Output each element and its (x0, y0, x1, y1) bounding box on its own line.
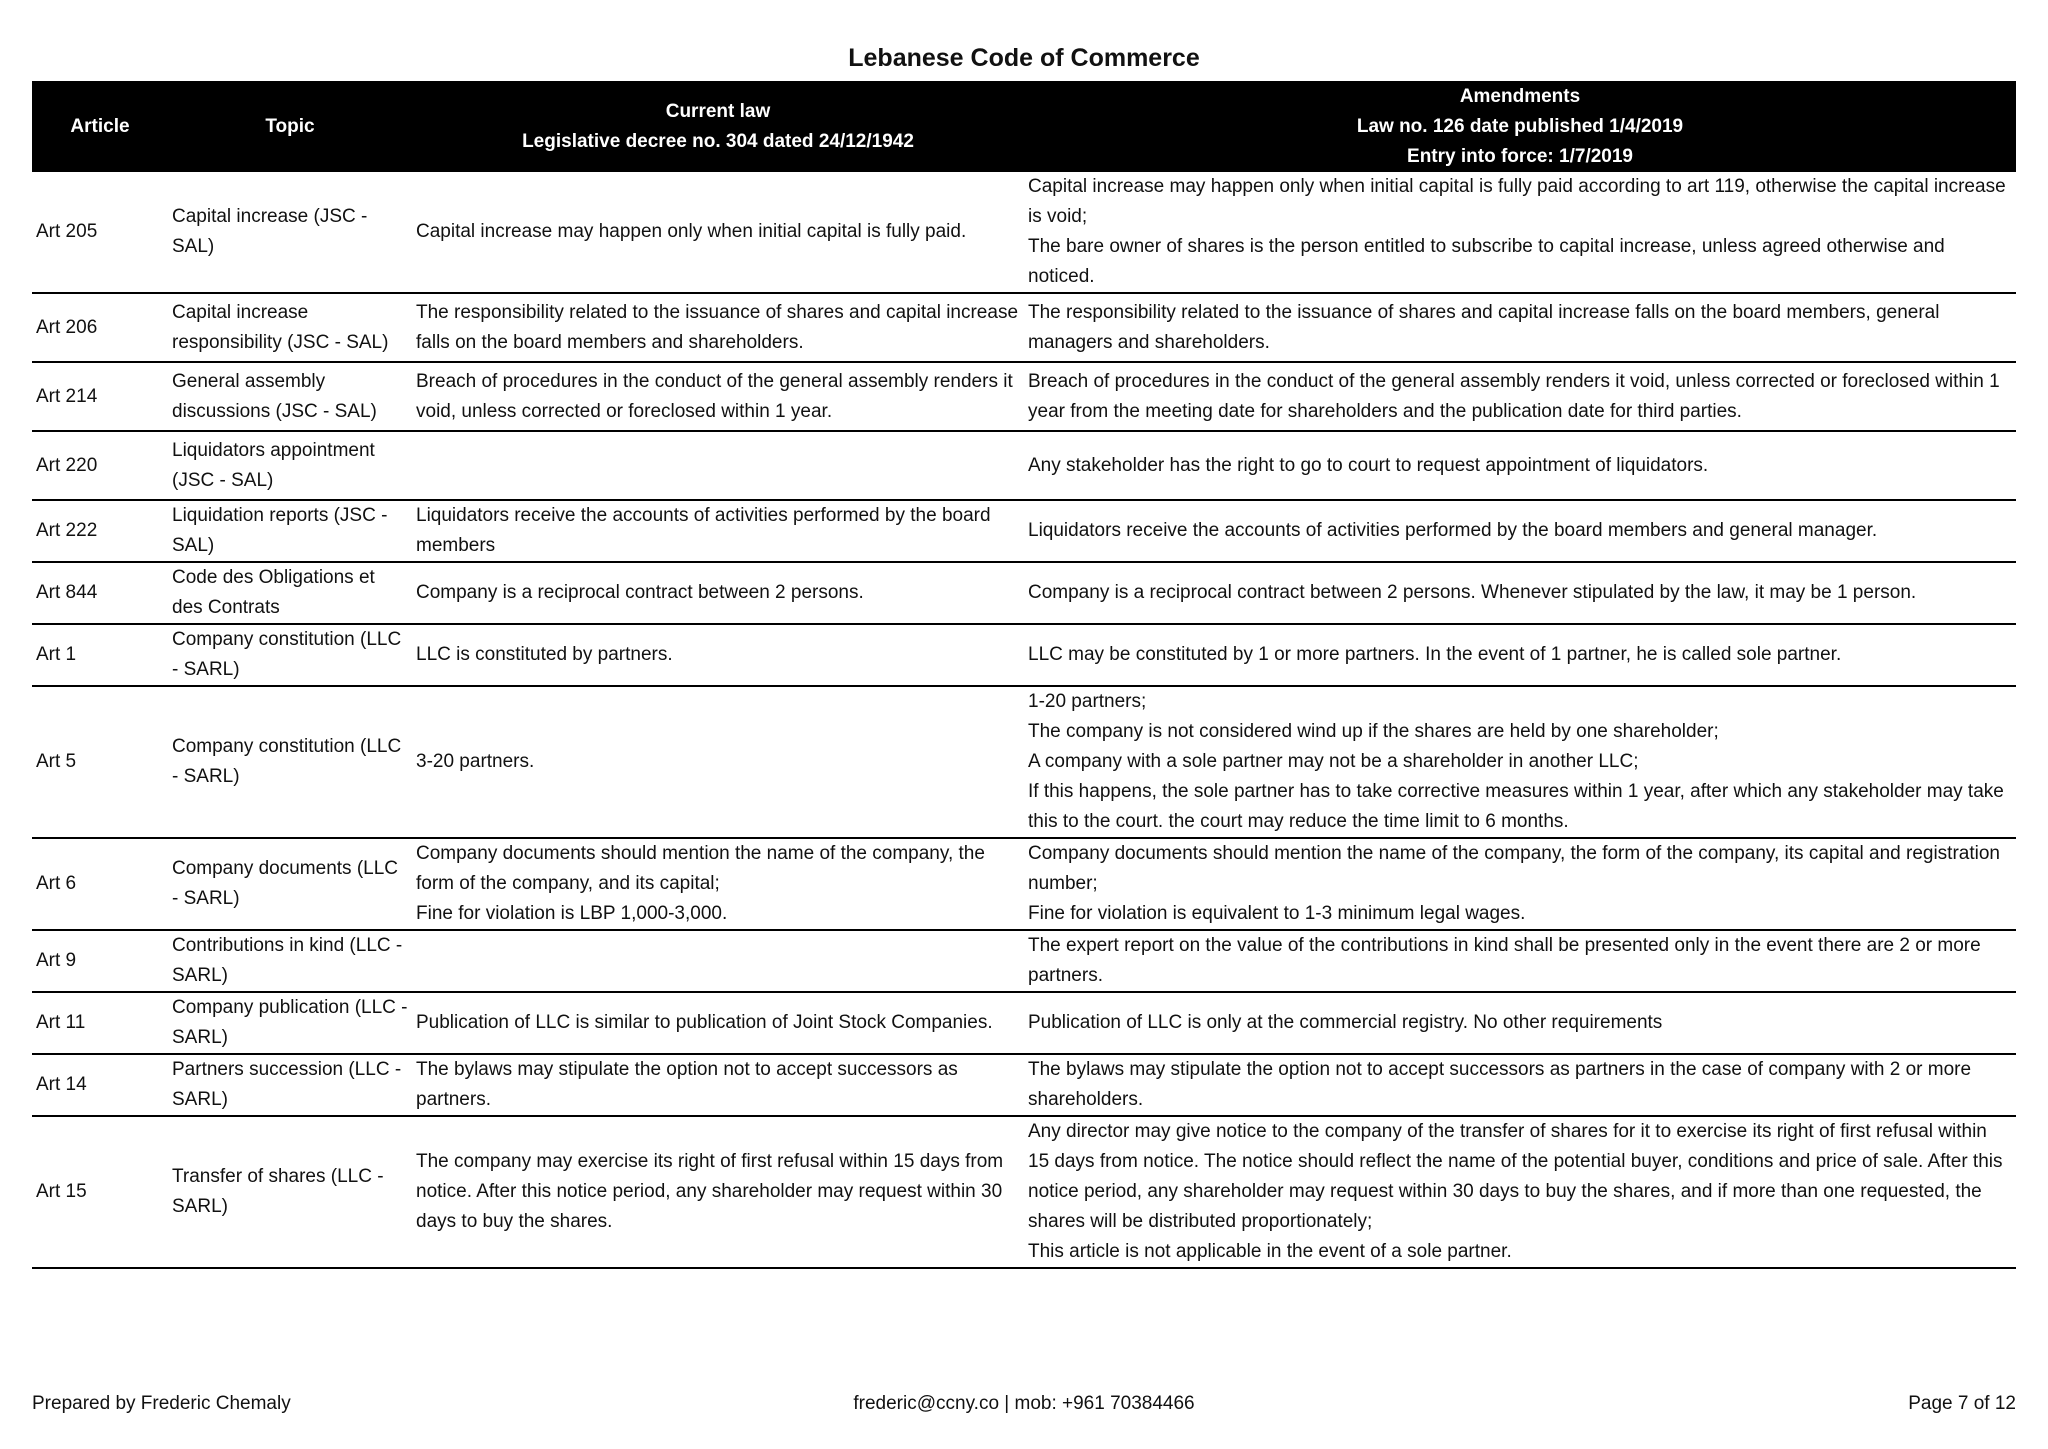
cell-amendment (1024, 838, 2016, 930)
cell-article: Art 14 (32, 1054, 168, 1116)
cell-current-law (412, 1054, 1024, 1116)
cell-article: Art 222 (32, 500, 168, 562)
amendment-line: Capital increase may happen only when initial capital is fully paid according to art 119, otherwise the capital increase is void; (1028, 176, 2006, 227)
table-row (32, 624, 2016, 686)
current-law-line: LLC is constituted by partners. (416, 644, 673, 665)
header-topic: Topic (168, 81, 412, 172)
cell-current-law (412, 930, 1024, 992)
amendment-line: Any director may give notice to the company of the transfer of shares for it to exercise its right of first refusal within 15 days from notice. The notice should reflect the name of the potential buyer, conditions and price of sale. After this notice period, any shareholder may request within 30 days to buy the shares, and if more than one requested, the shares will be distributed proportionately; (1028, 1121, 2003, 1232)
current-law-line: Publication of LLC is similar to publication of Joint Stock Companies. (416, 1012, 993, 1033)
cell-article: Art 11 (32, 992, 168, 1054)
header-current-law (412, 81, 1024, 172)
cell-amendment (1024, 172, 2016, 293)
current-law-line: Breach of procedures in the conduct of the general assembly renders it void, unless corrected or foreclosed within 1 year. (416, 370, 1013, 422)
amendment-line: This article is not applicable in the event of a sole partner. (1028, 1241, 1512, 1262)
cell-topic: Liquidation reports (JSC - SAL) (168, 500, 412, 562)
cell-topic: Company publication (LLC - SARL) (168, 992, 412, 1054)
table-row (32, 362, 2016, 431)
amendment-line: Company is a reciprocal contract between 2 persons. Whenever stipulated by the law, it may be 1 person. (1028, 582, 1917, 603)
cell-amendment (1024, 293, 2016, 362)
current-law-line: Capital increase may happen only when initial capital is fully paid. (416, 221, 967, 242)
cell-amendment (1024, 1116, 2016, 1268)
cell-current-law (412, 838, 1024, 930)
header-amendments-title: Amendments (1459, 85, 1581, 107)
cell-topic: Liquidators appointment (JSC - SAL) (168, 431, 412, 500)
table-row (32, 293, 2016, 362)
header-article: Article (32, 81, 168, 172)
table-header-row (32, 81, 2016, 172)
header-amendments-entry: Entry into force: 1/7/2019 (1407, 145, 1633, 167)
cell-current-law (412, 431, 1024, 500)
footer-author: Prepared by Frederic Chemaly (32, 1393, 291, 1414)
cell-current-law (412, 1116, 1024, 1268)
cell-current-law (412, 362, 1024, 431)
amendment-line: Breach of procedures in the conduct of the general assembly renders it void, unless corrected or foreclosed within 1 year from the meeting date for shareholders and the publication date for third parties. (1028, 370, 2000, 422)
amendment-line: The bare owner of shares is the person entitled to subscribe to capital increase, unless agreed otherwise and noticed. (1028, 236, 1945, 287)
header-current-law-decree: Legislative decree no. 304 dated 24/12/1942 (522, 130, 914, 152)
amendments-table (32, 81, 2016, 1269)
amendment-line: Any stakeholder has the right to go to court to request appointment of liquidators. (1028, 454, 1709, 476)
header-current-law-title: Current law (665, 100, 771, 122)
amendment-line: The company is not considered wind up if the shares are held by one shareholder; (1028, 721, 1719, 742)
current-law-line: Company documents should mention the name of the company, the form of the company, and its capital; (416, 843, 985, 894)
cell-topic: Contributions in kind (LLC - SARL) (168, 930, 412, 992)
footer-page-number: Page 7 of 12 (1908, 1393, 2016, 1414)
cell-amendment (1024, 500, 2016, 562)
amendment-line: 1-20 partners; (1028, 691, 1147, 712)
table-row (32, 838, 2016, 930)
amendment-line: Fine for violation is equivalent to 1-3 minimum legal wages. (1028, 903, 1526, 924)
current-law-line: Fine for violation is LBP 1,000-3,000. (416, 903, 728, 924)
cell-amendment (1024, 1054, 2016, 1116)
amendment-line: A company with a sole partner may not be a shareholder in another LLC; (1028, 751, 1639, 772)
cell-topic: Company documents (LLC - SARL) (168, 838, 412, 930)
current-law-line: 3-20 partners. (416, 751, 535, 772)
cell-current-law (412, 686, 1024, 838)
amendment-line: If this happens, the sole partner has to take corrective measures within 1 year, after which any stakeholder may take this to the court. the court may reduce the time limit to 6 months. (1028, 781, 2004, 832)
cell-article: Art 1 (32, 624, 168, 686)
cell-amendment (1024, 562, 2016, 624)
cell-topic: Code des Obligations et des Contrats (168, 562, 412, 624)
table-row (32, 992, 2016, 1054)
cell-current-law (412, 562, 1024, 624)
cell-current-law (412, 172, 1024, 293)
amendment-line: The bylaws may stipulate the option not to accept successors as partners in the case of company with 2 or more shareholders. (1028, 1059, 1972, 1110)
cell-current-law (412, 624, 1024, 686)
cell-article: Art 6 (32, 838, 168, 930)
cell-article: Art 205 (32, 172, 168, 293)
cell-article: Art 844 (32, 562, 168, 624)
current-law-line: The bylaws may stipulate the option not to accept successors as partners. (416, 1059, 958, 1110)
cell-topic: Capital increase responsibility (JSC - SAL) (168, 293, 412, 362)
current-law-line: The responsibility related to the issuance of shares and capital increase falls on the board members and shareholders. (416, 301, 1019, 353)
table-row (32, 172, 2016, 293)
cell-article: Art 206 (32, 293, 168, 362)
cell-current-law (412, 500, 1024, 562)
cell-amendment (1024, 992, 2016, 1054)
table-row (32, 930, 2016, 992)
table-row (32, 562, 2016, 624)
amendment-line: Liquidators receive the accounts of activities performed by the board members and general manager. (1028, 520, 1878, 541)
cell-topic: Capital increase (JSC - SAL) (168, 172, 412, 293)
cell-article: Art 214 (32, 362, 168, 431)
cell-amendment (1024, 362, 2016, 431)
cell-article: Art 15 (32, 1116, 168, 1268)
cell-amendment (1024, 930, 2016, 992)
cell-current-law (412, 992, 1024, 1054)
current-law-line: The company may exercise its right of first refusal within 15 days from notice. After this notice period, any shareholder may request within 30 days to buy the shares. (416, 1151, 1004, 1232)
header-amendments-law: Law no. 126 date published 1/4/2019 (1356, 115, 1684, 137)
amendment-line: Company documents should mention the name of the company, the form of the company, its capital and registration number; (1028, 843, 2000, 894)
table-row (32, 500, 2016, 562)
current-law-line: Liquidators receive the accounts of activities performed by the board members (416, 505, 991, 556)
page-title: Lebanese Code of Commerce (848, 44, 1200, 72)
cell-topic: Transfer of shares (LLC - SARL) (168, 1116, 412, 1268)
header-amendments (1024, 81, 2016, 172)
table-body (32, 172, 2016, 1268)
amendment-line: The expert report on the value of the contributions in kind shall be presented only in the event there are 2 or more partners. (1028, 935, 1981, 986)
cell-topic: Company constitution (LLC - SARL) (168, 624, 412, 686)
cell-topic: Partners succession (LLC - SARL) (168, 1054, 412, 1116)
amendment-line: Publication of LLC is only at the commercial registry. No other requirements (1028, 1012, 1663, 1033)
cell-article: Art 9 (32, 930, 168, 992)
table-row (32, 686, 2016, 838)
footer-contact: frederic@ccny.co | mob: +961 70384466 (853, 1393, 1195, 1414)
table-row (32, 431, 2016, 500)
cell-topic: General assembly discussions (JSC - SAL) (168, 362, 412, 431)
cell-article: Art 5 (32, 686, 168, 838)
cell-current-law (412, 293, 1024, 362)
cell-amendment (1024, 431, 2016, 500)
cell-article: Art 220 (32, 431, 168, 500)
current-law-line: Company is a reciprocal contract between 2 persons. (416, 582, 864, 603)
amendment-line: The responsibility related to the issuance of shares and capital increase falls on the board members, general managers and shareholders. (1028, 301, 1940, 353)
cell-topic: Company constitution (LLC - SARL) (168, 686, 412, 838)
cell-amendment (1024, 624, 2016, 686)
table-row (32, 1054, 2016, 1116)
amendment-line: LLC may be constituted by 1 or more partners. In the event of 1 partner, he is called sole partner. (1028, 644, 1842, 665)
cell-amendment (1024, 686, 2016, 838)
table-row (32, 1116, 2016, 1268)
